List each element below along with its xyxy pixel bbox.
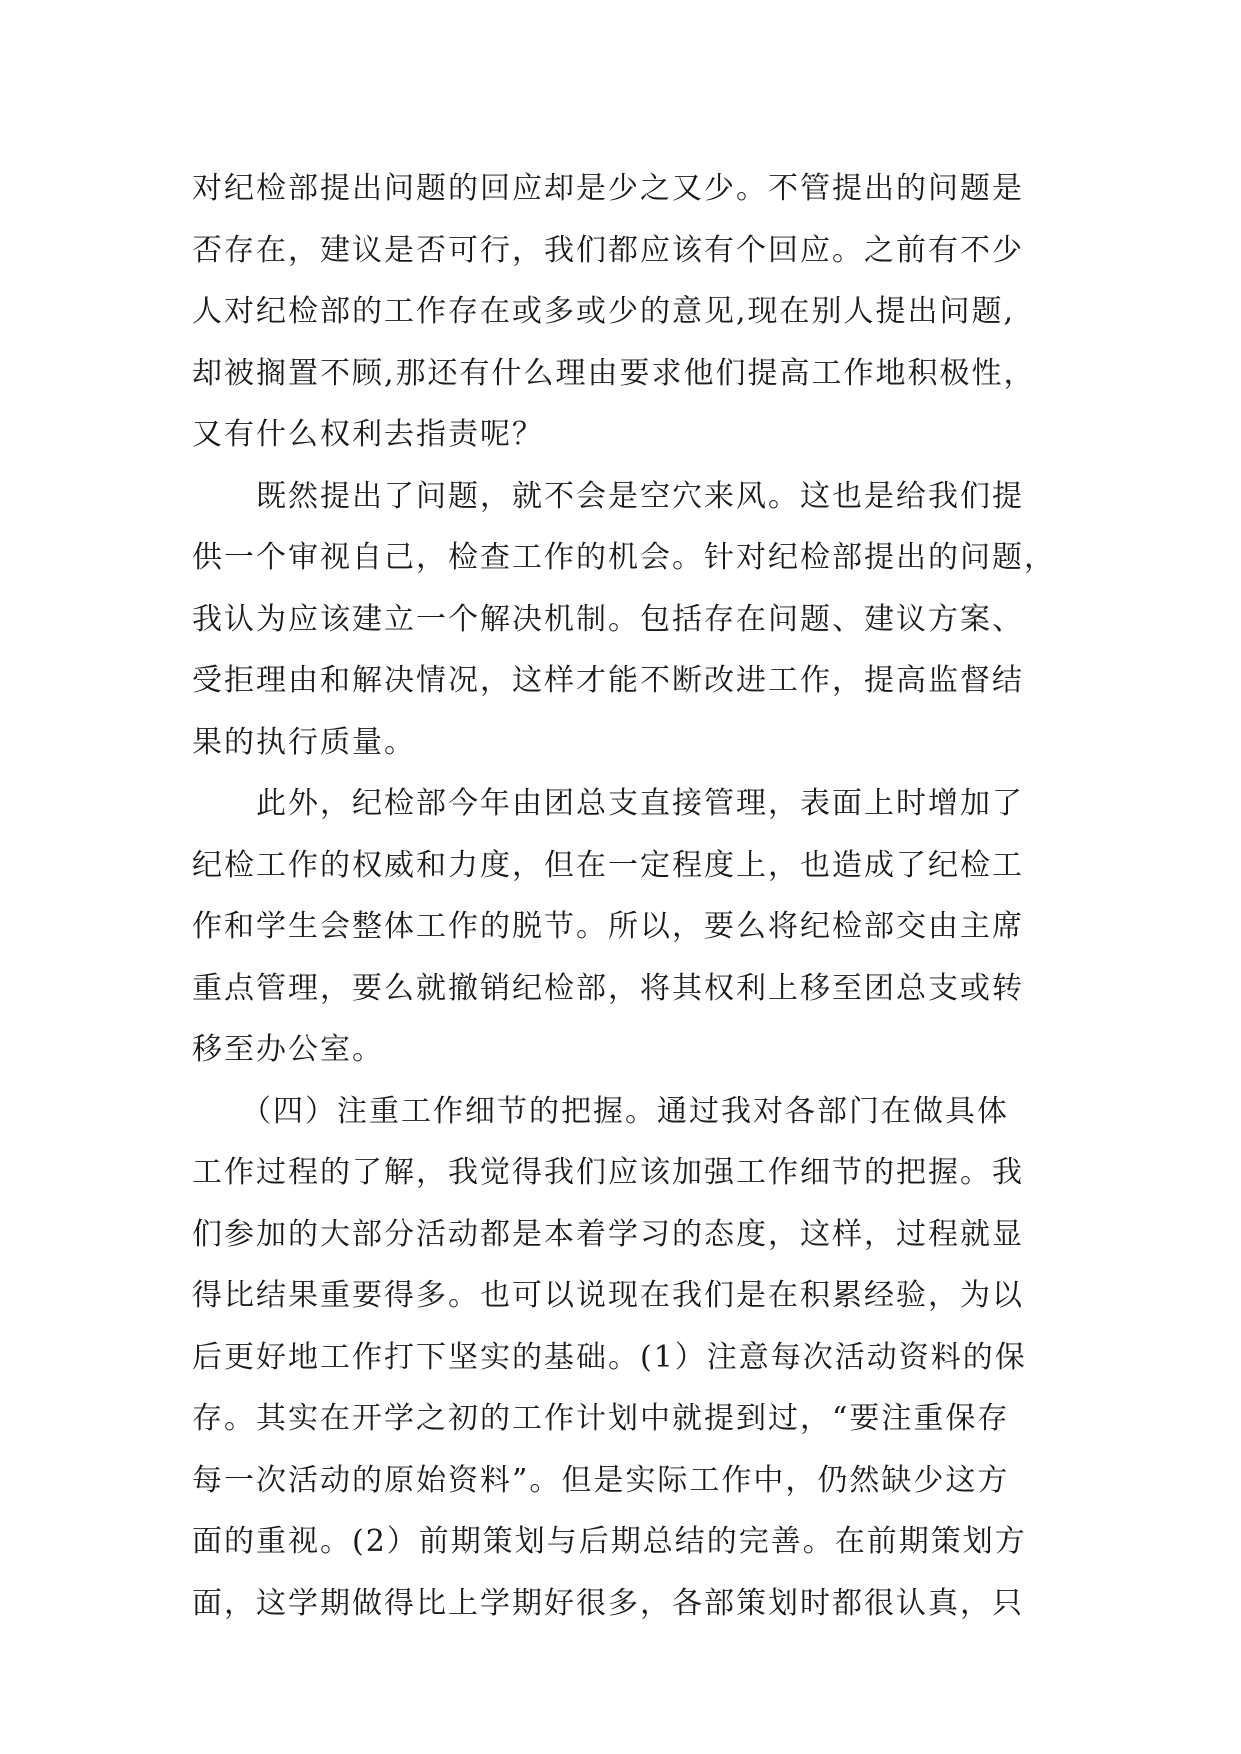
text-line: 移至办公室。	[192, 1032, 384, 1067]
text-line: 每一次活动的原始资料”。但是实际工作中，仍然缺少这方	[192, 1462, 1010, 1498]
text-line: 又有什么权利去指责呢？	[192, 417, 544, 452]
text-line: （四）注重工作细节的把握。通过我对各部门在做具体	[192, 1093, 1009, 1129]
text-line: 对纪检部提出问题的回应却是少之又少。不管提出的问题是	[192, 171, 1024, 206]
text-line: 此外，纪检部今年由团总支直接管理，表面上时增加了	[192, 786, 1024, 821]
text-line: 得比结果重要得多。也可以说现在我们是在积累经验，为以	[192, 1278, 1024, 1313]
text-line: 却被搁置不顾,那还有什么理由要求他们提高工作地积极性，	[192, 355, 1036, 391]
text-line: 后更好地工作打下坚实的基础。(1）注意每次活动资料的保	[192, 1339, 1027, 1375]
text-line: 纪检工作的权威和力度，但在一定程度上，也造成了纪检工	[192, 847, 1024, 883]
text-line: 面，这学期做得比上学期好很多，各部策划时都很认真，只	[192, 1585, 1024, 1621]
text-line: 果的执行质量。	[192, 724, 416, 760]
text-line: 存。其实在开学之初的工作计划中就提到过，“要注重保存	[192, 1401, 1010, 1436]
text-line: 作和学生会整体工作的脱节。所以，要么将纪检部交由主席	[192, 909, 1024, 944]
text-line: 受拒理由和解决情况，这样才能不断改进工作，提高监督结	[192, 663, 1024, 698]
text-line: 工作过程的了解，我觉得我们应该加强工作细节的把握。我	[192, 1155, 1024, 1190]
text-line: 我认为应该建立一个解决机制。包括存在问题、建议方案、	[192, 601, 1024, 637]
text-line: 供一个审视自己，检查工作的机会。针对纪检部提出的问题，	[192, 540, 1056, 575]
text-line: 否存在，建议是否可行，我们都应该有个回应。之前有不少	[192, 232, 1024, 268]
text-line: 重点管理，要么就撤销纪检部，将其权利上移至团总支或转	[192, 970, 1024, 1006]
text-line: 们参加的大部分活动都是本着学习的态度，这样，过程就显	[192, 1216, 1024, 1252]
text-line: 既然提出了问题，就不会是空穴来风。这也是给我们提	[192, 478, 1024, 514]
text-line: 面的重视。(2）前期策划与后期总结的完善。在前期策划方	[192, 1524, 1027, 1559]
text-line: 人对纪检部的工作存在或多或少的意见,现在别人提出问题,	[192, 294, 1016, 329]
body-text	[192, 158, 1092, 1634]
